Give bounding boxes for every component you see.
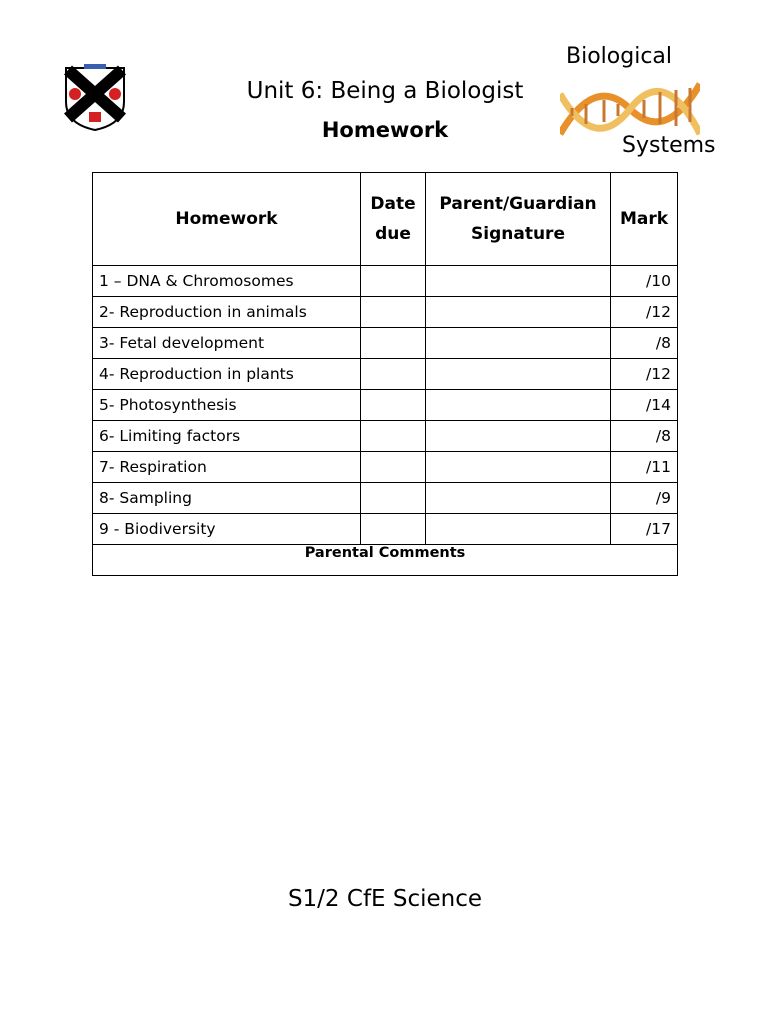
table-row [93,514,678,545]
header-date-line1: Date [370,194,416,214]
mark-cell: /10 [611,266,678,297]
header-mark: Mark [611,173,678,266]
date-due-cell [361,452,426,483]
mark-cell: /11 [611,452,678,483]
homework-title: 6- Limiting factors [93,421,361,452]
mark-cell: /14 [611,390,678,421]
signature-cell [426,359,611,390]
homework-title: 4- Reproduction in plants [93,359,361,390]
homework-title: 1 – DNA & Chromosomes [93,266,361,297]
page-title: Unit 6: Being a Biologist [246,78,524,104]
table-row [93,421,678,452]
homework-table [92,172,678,576]
date-due-cell [361,514,426,545]
signature-cell [426,266,611,297]
signature-cell [426,483,611,514]
mark-cell: /17 [611,514,678,545]
homework-title: 5- Photosynthesis [93,390,361,421]
homework-title: 7- Respiration [93,452,361,483]
signature-cell [426,514,611,545]
date-due-cell [361,483,426,514]
page-subtitle: Homework [321,118,449,142]
parental-comments-label: Parental Comments [304,545,466,561]
header-date-line2: due [375,224,411,244]
mark-cell: /9 [611,483,678,514]
mark-cell: /12 [611,297,678,328]
signature-cell [426,328,611,359]
header-signature-line1: Parent/Guardian [439,194,597,214]
footer-text: S1/2 CfE Science [287,886,483,912]
mark-cell: /8 [611,328,678,359]
homework-title: 3- Fetal development [93,328,361,359]
mark-cell: /8 [611,421,678,452]
logo-text-bottom: Systems [622,133,716,158]
school-crest-icon [64,62,126,132]
date-due-cell [361,421,426,452]
date-due-cell [361,359,426,390]
header-homework: Homework [93,173,361,266]
table-row [93,297,678,328]
table-row [93,328,678,359]
parental-comments-box [93,545,678,576]
signature-cell [426,390,611,421]
signature-cell [426,421,611,452]
mark-cell: /12 [611,359,678,390]
table-row [93,359,678,390]
homework-title: 9 - Biodiversity [93,514,361,545]
table-row [93,390,678,421]
table-row [93,266,678,297]
table-row [93,452,678,483]
date-due-cell [361,266,426,297]
table-row [93,483,678,514]
date-due-cell [361,297,426,328]
table-header-row [93,173,678,266]
logo-text-top: Biological [566,44,673,69]
header-date-due [361,173,426,266]
date-due-cell [361,328,426,359]
date-due-cell [361,390,426,421]
homework-title: 8- Sampling [93,483,361,514]
signature-cell [426,297,611,328]
header-signature-line2: Signature [471,224,565,244]
homework-title: 2- Reproduction in animals [93,297,361,328]
header-signature [426,173,611,266]
signature-cell [426,452,611,483]
comments-row [93,545,678,576]
